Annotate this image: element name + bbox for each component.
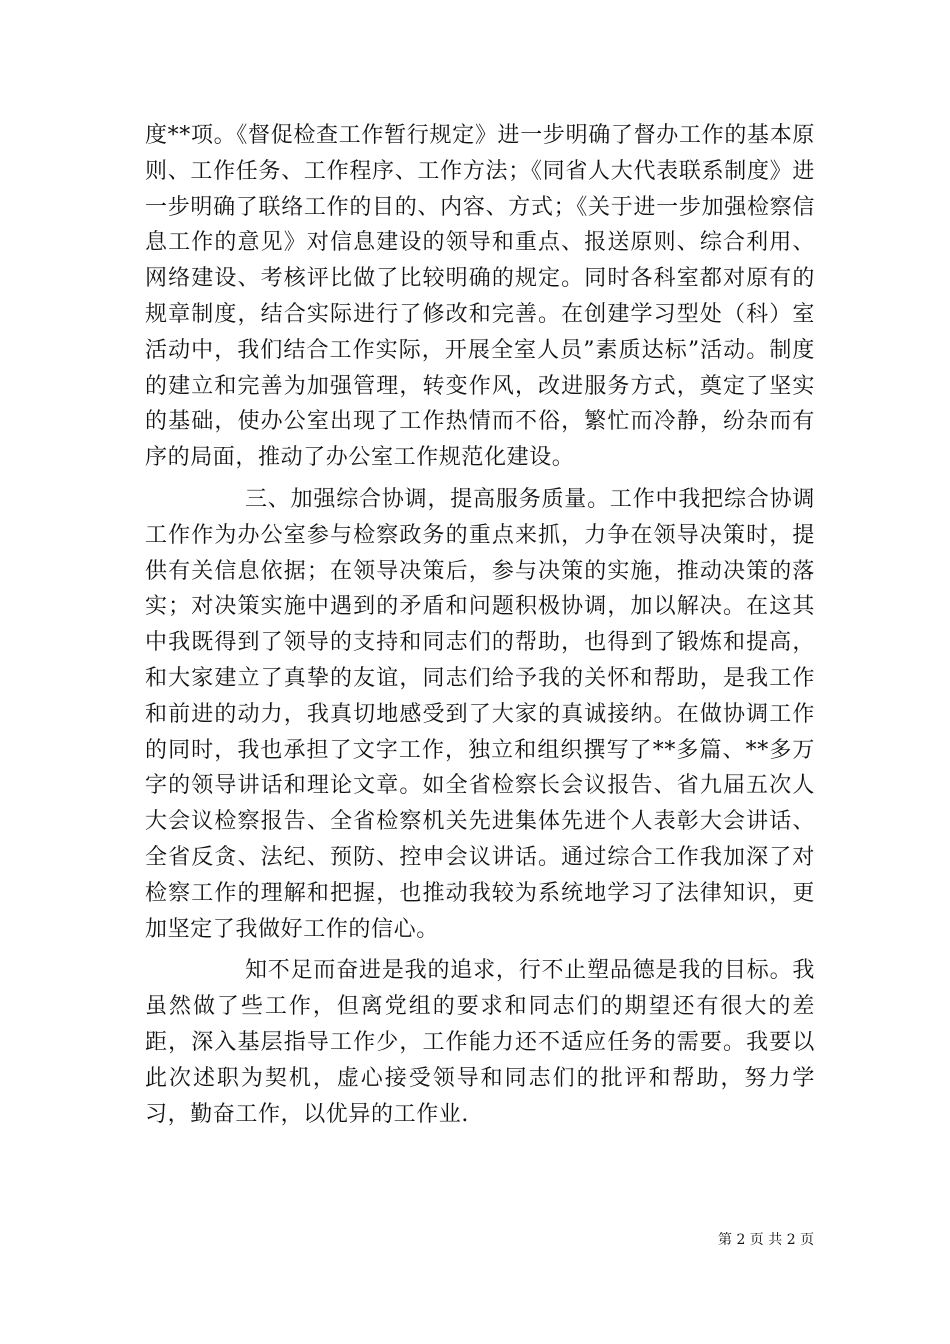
page-number-footer: 第 2 页 共 2 页 (718, 1232, 815, 1248)
paragraph-conclusion: 知不足而奋进是我的追求，行不止塑品德是我的目标。我虽然做了些工作，但离党组的要求和同志们的期望还有很大的差距，深入基层指导工作少，工作能力还不适应任务的需要。我要以此次述职为契机，虚心接受领导和同志们的批评和帮助，努力学习，勤奋工作，以优异的工作业. (145, 958, 815, 1127)
document-body (145, 118, 815, 1132)
paragraph-regulations: 度**项。《督促检查工作暂行规定》进一步明确了督办工作的基本原则、工作任务、工作程序、工作方法；《同省人大代表联系制度》进一步明确了联络工作的目的、内容、方式；《关于进一步加强检察信息工作的意见》对信息建设的领导和重点、报送原则、综合利用、网络建设、考核评比做了比较明确的规定。同时各科室都对原有的规章制度，结合实际进行了修改和完善。在创建学习型处（科）室活动中，我们结合工作实际，开展全室人员”素质达标”活动。制度的建立和完善为加强管理，转变作风，改进服务方式，奠定了坚实的基础，使办公室出现了工作热情而不俗，繁忙而冷静，纷杂而有序的局面，推动了办公室工作规范化建设。 (145, 123, 815, 471)
paragraph-coordination: 三、加强综合协调，提高服务质量。工作中我把综合协调工作作为办公室参与检察政务的重点来抓，力争在领导决策时，提供有关信息依据；在领导决策后，参与决策的实施，推动决策的落实；对决策实施中遇到的矛盾和问题积极协调，加以解决。在这其中我既得到了领导的支持和同志们的帮助，也得到了锻炼和提高，和大家建立了真挚的友谊，同志们给予我的关怀和帮助，是我工作和前进的动力，我真切地感受到了大家的真诚接纳。在做协调工作的同时，我也承担了文字工作，独立和组织撰写了**多篇、**多万字的领导讲话和理论文章。如全省检察长会议报告、省九届五次人大会议检察报告、全省检察机关先进集体先进个人表彰大会讲话、全省反贪、法纪、预防、控申会议讲话。通过综合工作我加深了对检察工作的理解和把握，也推动我较为系统地学习了法律知识，更加坚定了我做好工作的信心。 (145, 486, 815, 942)
